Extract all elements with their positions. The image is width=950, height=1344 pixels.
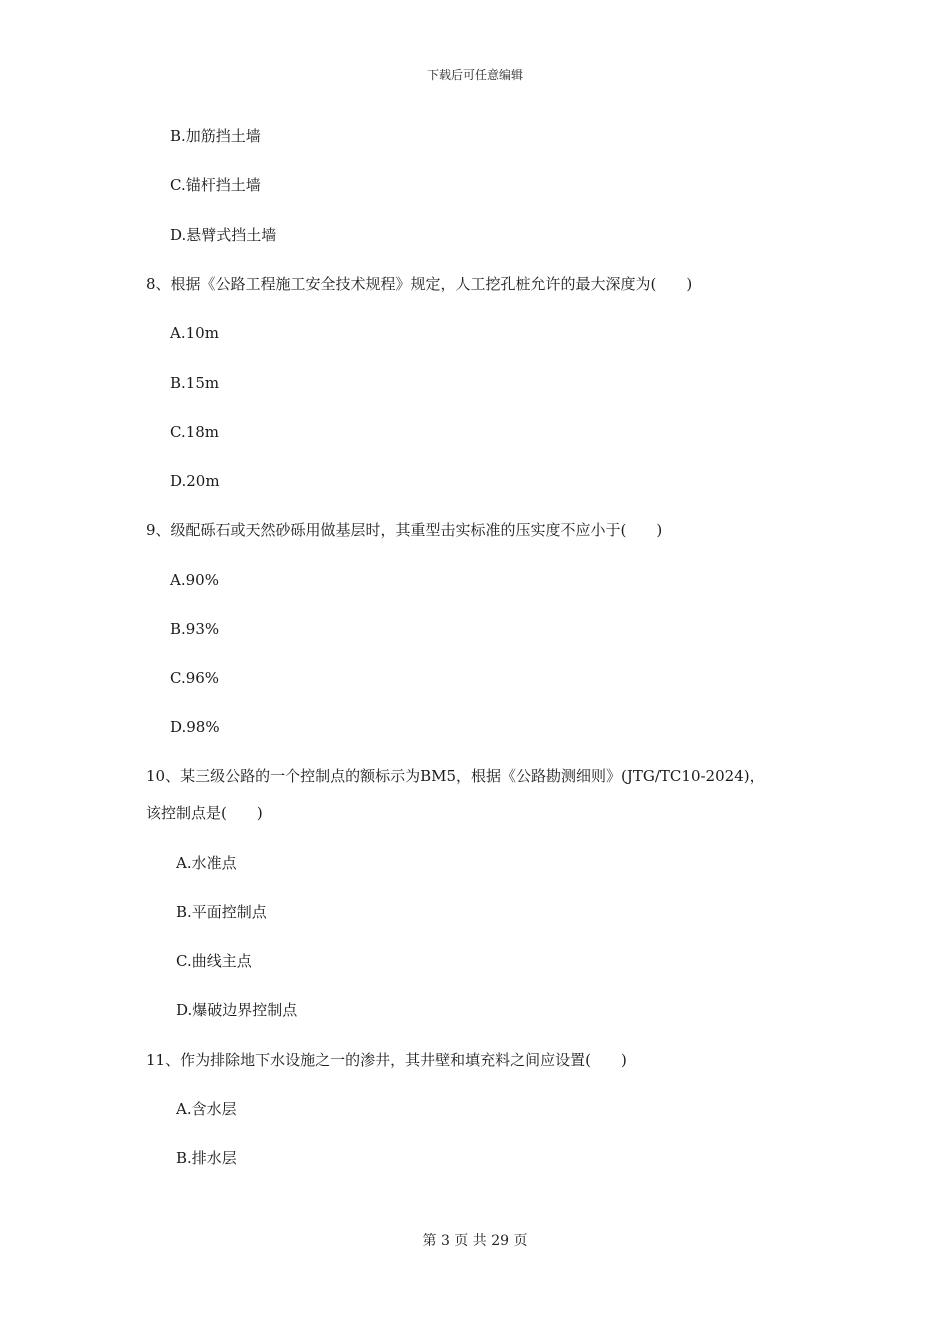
option-line: D.20m: [170, 472, 220, 490]
option-line: A.90%: [170, 571, 219, 589]
question-line: 该控制点是( ): [146, 804, 263, 822]
option-line: C.96%: [170, 669, 220, 687]
option-line: C.曲线主点: [176, 952, 252, 970]
option-line: C.18m: [170, 423, 220, 441]
option-line: B.15m: [170, 374, 220, 392]
option-line: D.98%: [170, 718, 220, 736]
option-line: C.锚杆挡土墙: [170, 176, 261, 194]
option-line: A.含水层: [176, 1100, 237, 1118]
option-line: D.爆破边界控制点: [176, 1001, 298, 1019]
option-line: D.悬臂式挡土墙: [170, 226, 277, 244]
question-line: 10、某三级公路的一个控制点的额标示为BM5，根据《公路勘测细则》(JTG/TC10-2024)，: [146, 767, 765, 785]
option-line: B.排水层: [176, 1149, 237, 1167]
option-line: A.水准点: [176, 854, 237, 872]
question-line: 9、级配砾石或天然砂砾用做基层时，其重型击实标准的压实度不应小于( ): [146, 521, 663, 539]
option-line: A.10m: [170, 324, 219, 342]
option-line: B.平面控制点: [176, 903, 267, 921]
question-line: 11、作为排除地下水设施之一的渗井，其井壁和填充料之间应设置( ): [146, 1051, 627, 1069]
page-footer: 第 3 页 共 29 页: [422, 1233, 528, 1249]
page-header: 下载后可任意编辑: [426, 68, 523, 82]
option-line: B.加筋挡土墙: [170, 127, 261, 145]
option-line: B.93%: [170, 620, 220, 638]
question-line: 8、根据《公路工程施工安全技术规程》规定，人工挖孔桩允许的最大深度为( ): [146, 275, 693, 293]
